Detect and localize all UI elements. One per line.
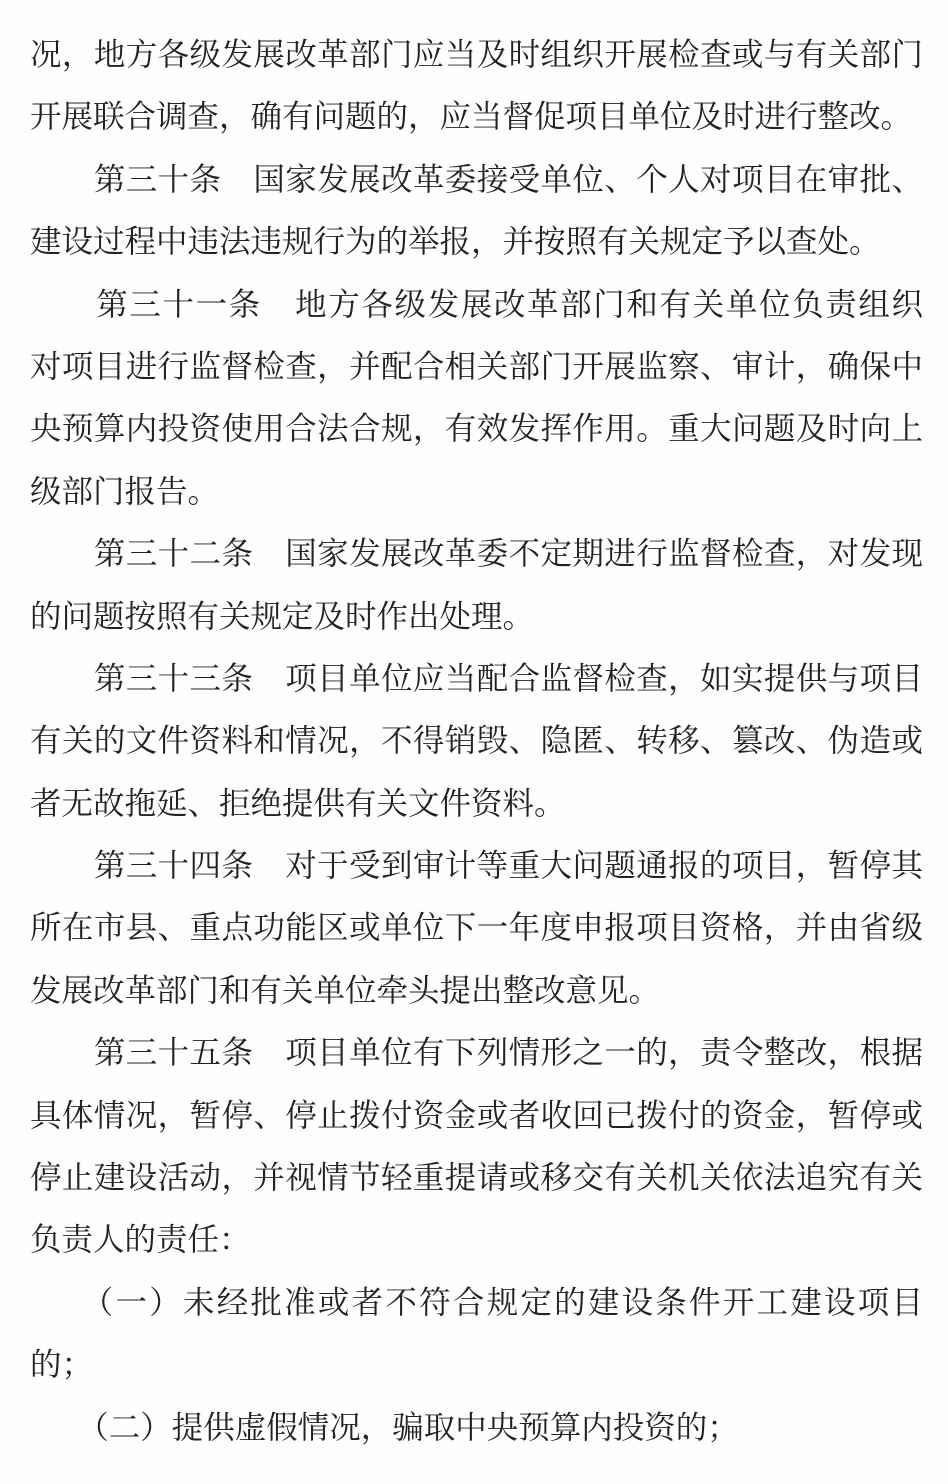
paragraph-article-33 (30, 648, 923, 835)
document-line: 负责人的责任： (30, 1222, 251, 1258)
paragraph-continuation (30, 24, 923, 149)
document-line: 建设过程中违法违规行为的举报，并按照有关规定予以查处。 (30, 224, 881, 260)
document-line: 有关的文件资料和情况，不得销毁、隐匿、转移、篡改、伪造或 (30, 723, 923, 759)
document-line: 第三十二条 国家发展改革委不定期进行监督检查，对发现 (30, 536, 923, 572)
document-line: 第三十条 国家发展改革委接受单位、个人对项目在审批、 (30, 161, 923, 197)
document-line: （二）提供虚假情况，骗取中央预算内投资的； (30, 1409, 739, 1445)
document-line: 级部门报告。 (30, 473, 220, 509)
document-line: （一）未经批准或者不符合规定的建设条件开工建设项目 (30, 1284, 923, 1320)
paragraph-item-1 (30, 1272, 923, 1397)
document-line: 者无故拖延、拒绝提供有关文件资料。 (30, 785, 566, 821)
document-line: 的问题按照有关规定及时作出处理。 (30, 598, 535, 634)
document-line: 央预算内投资使用合法合规，有效发挥作用。重大问题及时向上 (30, 411, 923, 447)
document-line: 具体情况，暂停、停止拨付资金或者收回已拨付的资金，暂停或 (30, 1097, 923, 1133)
paragraph-article-31 (30, 274, 923, 524)
paragraph-article-34 (30, 835, 923, 1022)
document-line: 第三十五条 项目单位有下列情形之一的，责令整改，根据 (30, 1035, 923, 1071)
document-line: 第三十一条 地方各级发展改革部门和有关单位负责组织 (30, 286, 923, 322)
document-line: 对项目进行监督检查，并配合相关部门开展监察、审计，确保中 (30, 348, 923, 384)
document-line: 的； (30, 1347, 94, 1383)
paragraph-article-35 (30, 1022, 923, 1272)
document-line: 停止建设活动，并视情节轻重提请或移交有关机关依法追究有关 (30, 1160, 923, 1196)
document-line: 第三十三条 项目单位应当配合监督检查，如实提供与项目 (30, 660, 923, 696)
document-line: 况，地方各级发展改革部门应当及时组织开展检查或与有关部门 (30, 37, 923, 72)
paragraph-article-32 (30, 523, 923, 648)
paragraph-item-2 (30, 1397, 923, 1459)
document-line: 第三十四条 对于受到审计等重大问题通报的项目，暂停其 (30, 848, 923, 884)
document-line: 开展联合调查，确有问题的，应当督促项目单位及时进行整改。 (30, 99, 913, 135)
document-text-block (30, 24, 923, 1459)
paragraph-article-30 (30, 149, 923, 274)
document-line: 所在市县、重点功能区或单位下一年度申报项目资格，并由省级 (30, 910, 923, 946)
document-line: 发展改革部门和有关单位牵头提出整改意见。 (30, 972, 661, 1008)
